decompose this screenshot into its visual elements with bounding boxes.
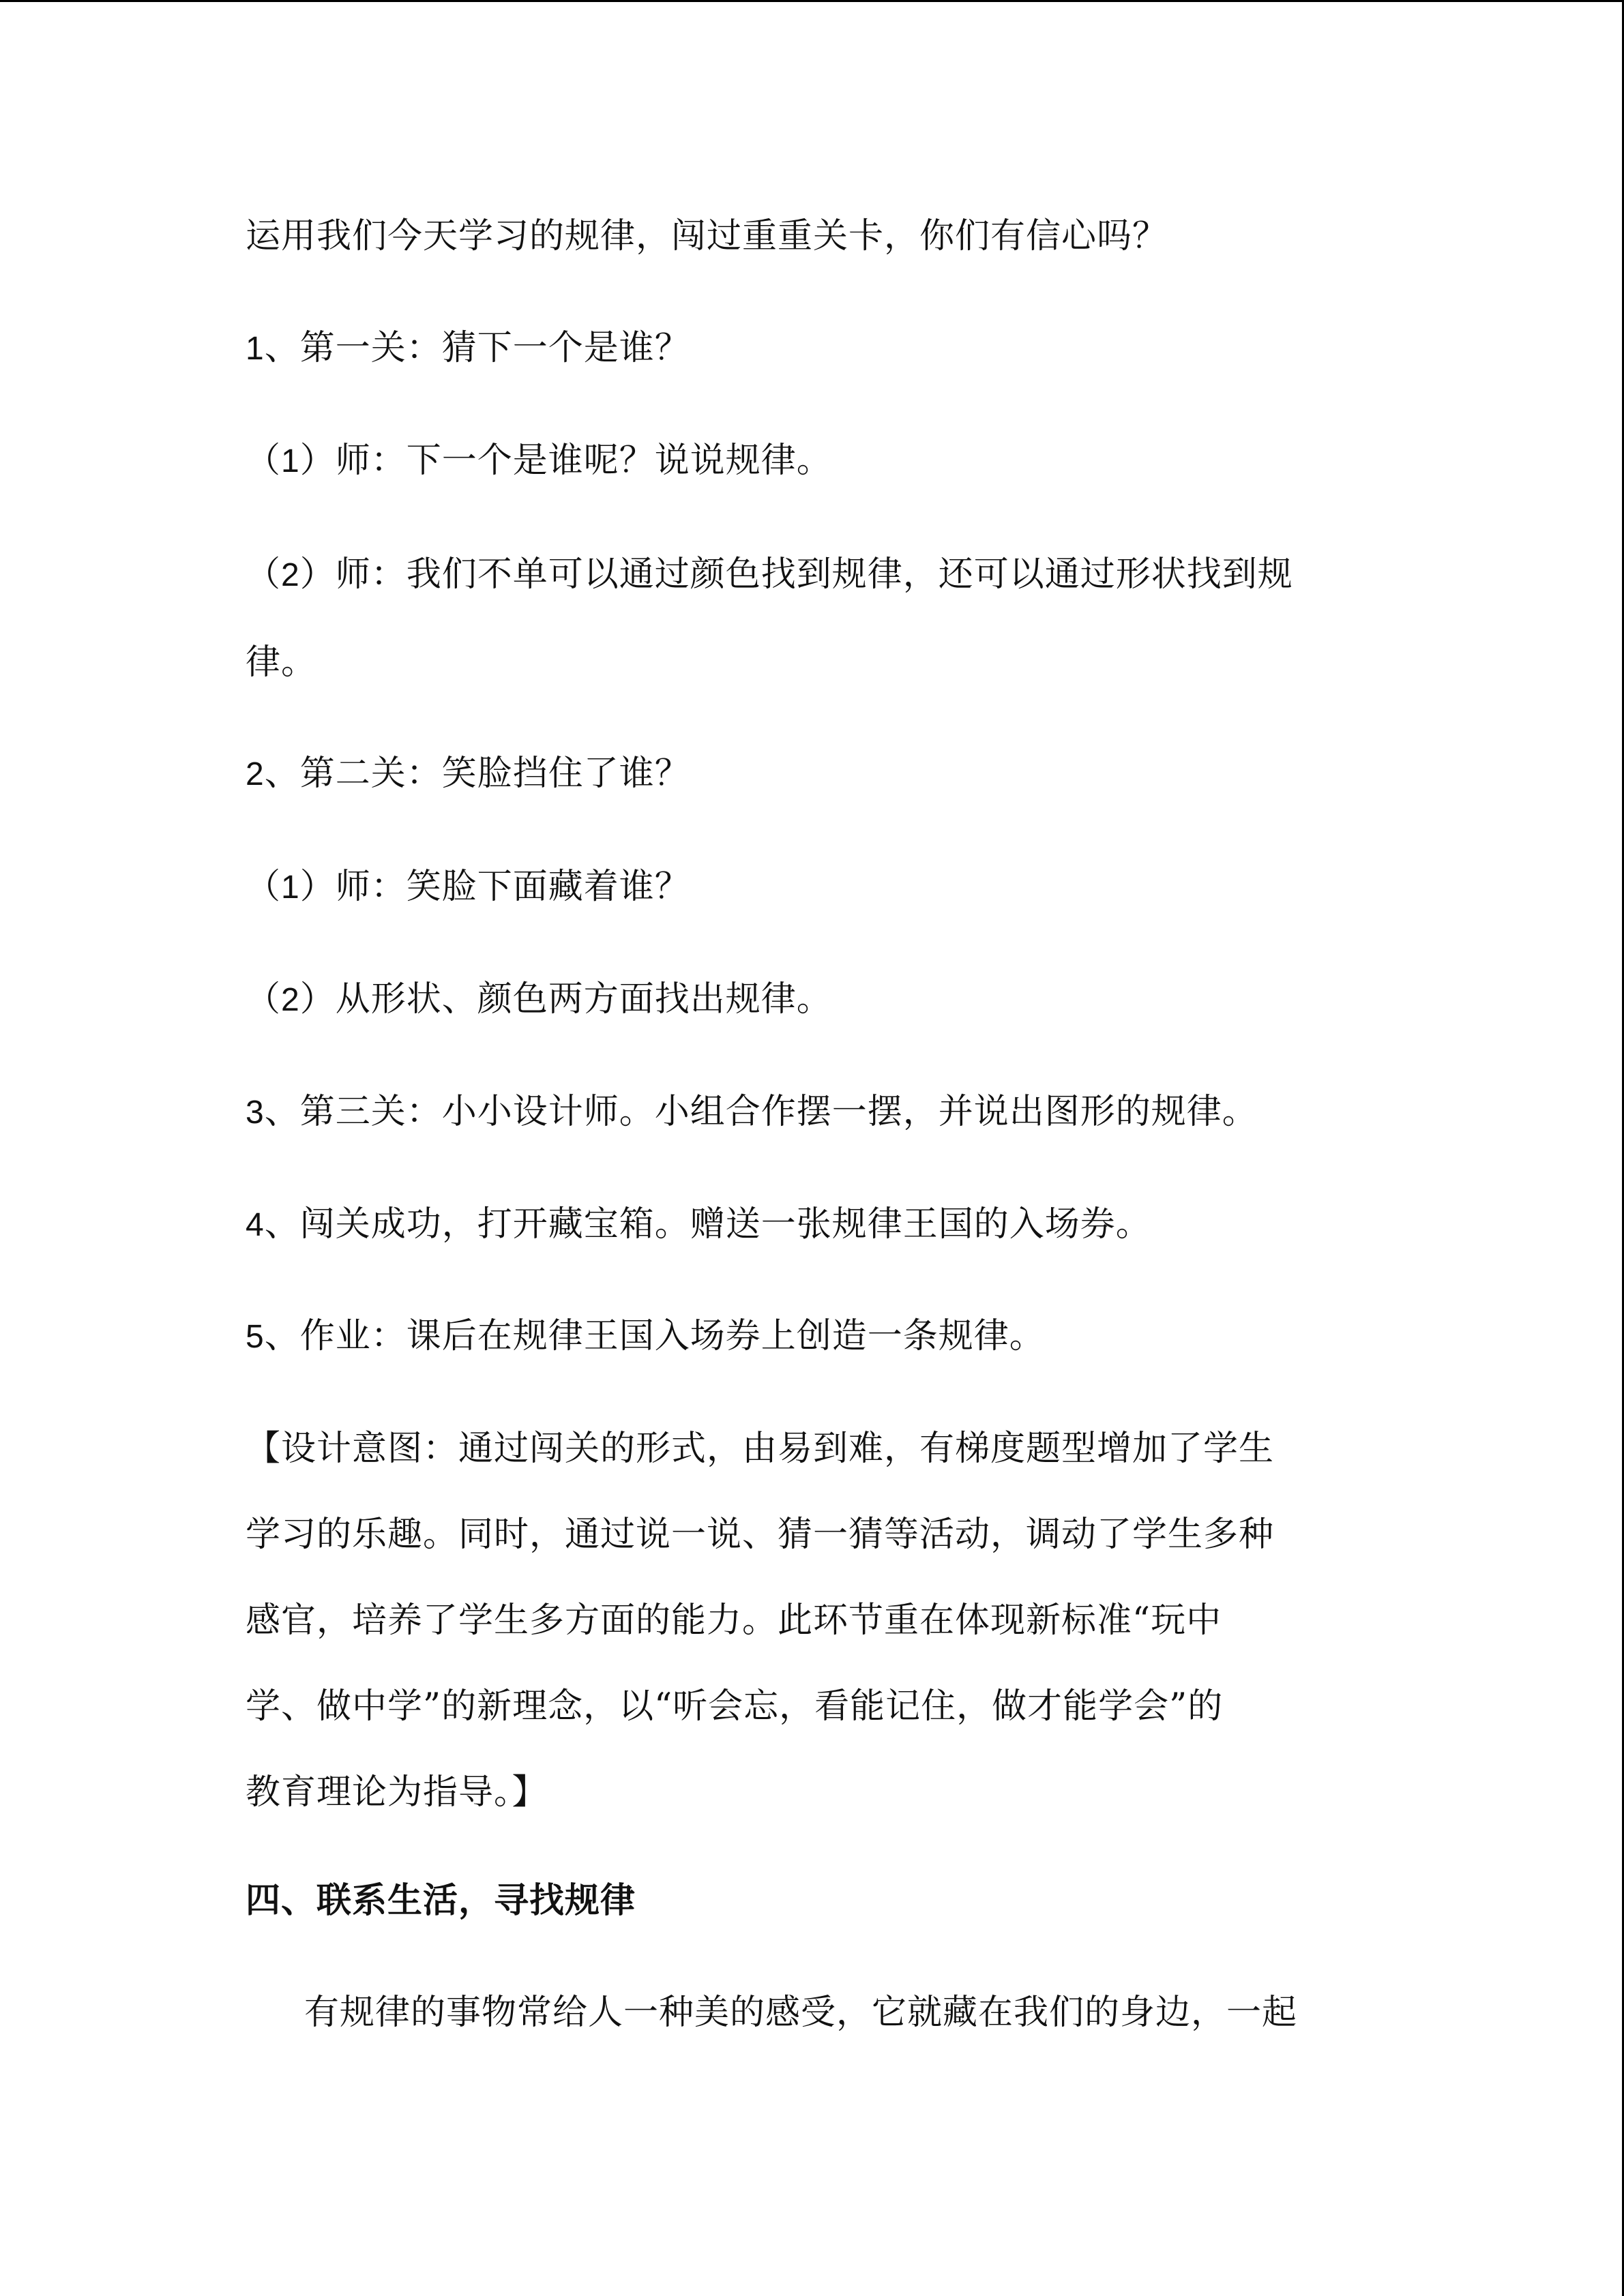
design-intent-line: 学习的乐趣。同时，通过说一说、猜一猜等活动，调动了学生多种	[246, 1515, 1275, 1555]
level3-text: 、第三关：小小设计师。小组合作摆一摆，并说出图形的规律。	[264, 1092, 1258, 1132]
level2-item1	[246, 863, 690, 912]
level2-item1-text: ）师：笑脸下面藏着谁？	[299, 867, 690, 907]
design-intent-line: 感官，培养了学生多方面的能力。此环节重在体现新标准“玩中	[246, 1600, 1222, 1641]
design-intent-line: 【设计意图：通过闯关的形式，由易到难，有梯度题型增加了学生	[246, 1429, 1275, 1469]
paren-open: （	[246, 867, 282, 907]
level2-number: 2	[246, 756, 265, 792]
level1-title	[246, 325, 690, 373]
level1-text: 、第一关：猜下一个是谁？	[264, 328, 690, 368]
level1-number: 1	[246, 331, 265, 367]
level3-line	[246, 1088, 1258, 1137]
level2-item2-text: ）从形状、颜色两方面找出规律。	[299, 979, 832, 1019]
level1-item1	[246, 437, 832, 486]
level1-item1-number: 1	[281, 443, 300, 479]
level5-line	[246, 1313, 1045, 1361]
level2-title	[246, 750, 690, 799]
level4-line	[246, 1201, 1151, 1249]
level4-text: 、闯关成功，打开藏宝箱。赠送一张规律王国的入场券。	[264, 1204, 1151, 1244]
level2-item1-number: 1	[281, 869, 300, 906]
level2-item2-number: 2	[281, 982, 300, 1018]
level5-text: 、作业：课后在规律王国入场券上创造一条规律。	[264, 1316, 1045, 1356]
paren-open: （	[246, 979, 282, 1019]
paren-open: （	[246, 554, 282, 595]
level1-item1-text: ）师：下一个是谁呢？说说规律。	[299, 441, 832, 481]
level4-number: 4	[246, 1207, 265, 1243]
level3-number: 3	[246, 1094, 265, 1131]
level1-item2	[246, 551, 1293, 599]
level1-item2-text: ）师：我们不单可以通过颜色找到规律，还可以通过形状找到规	[299, 554, 1293, 595]
level1-item2-continuation: 律。	[246, 642, 317, 683]
intro-line: 运用我们今天学习的规律，闯过重重关卡，你们有信心吗？	[246, 216, 1168, 256]
section-paragraph: 有规律的事物常给人一种美的感受，它就藏在我们的身边，一起	[304, 1993, 1298, 2033]
level1-item2-number: 2	[281, 557, 300, 593]
paren-open: （	[246, 441, 282, 481]
level5-number: 5	[246, 1319, 265, 1355]
design-intent-line: 教育理论为指导。】	[246, 1772, 548, 1813]
design-intent-line: 学、做中学”的新理念，以“听会忘，看能记住，做才能学会”的	[246, 1686, 1224, 1727]
section-heading: 四、联系生活，寻找规律	[246, 1881, 636, 1921]
level2-text: 、第二关：笑脸挡住了谁？	[264, 754, 690, 794]
level2-item2	[246, 976, 832, 1024]
